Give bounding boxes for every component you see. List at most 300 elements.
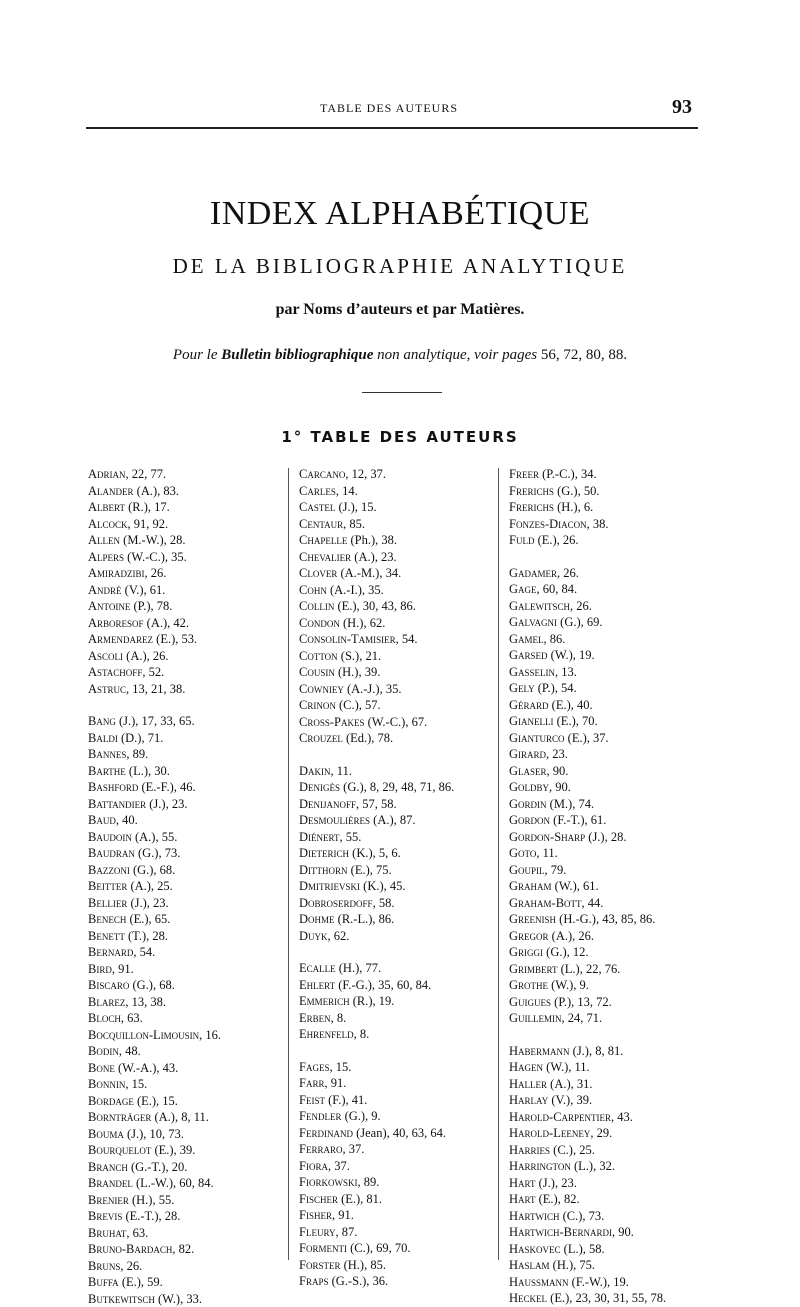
page-references: (A.), 55. <box>132 830 177 844</box>
author-name: Clover <box>299 566 337 580</box>
page-references: (A.), 42. <box>144 616 189 630</box>
index-entry <box>88 928 278 945</box>
author-name: Dmitrievski <box>299 879 360 893</box>
page-references: , 79. <box>545 863 567 877</box>
author-name: Adrian <box>88 467 126 481</box>
page-references: (G.), 9. <box>341 1109 380 1123</box>
author-name: Duyk <box>299 929 328 943</box>
index-entry <box>509 483 709 500</box>
index-entry <box>88 516 278 533</box>
note-prefix: Pour le <box>173 347 221 363</box>
author-name: Beitter <box>88 879 127 893</box>
index-entry <box>299 812 495 829</box>
author-name: Bordage <box>88 1094 134 1108</box>
author-name: Haslam <box>509 1258 550 1272</box>
index-entry <box>88 796 278 813</box>
author-name: Ferraro <box>299 1142 342 1156</box>
page-references: (P.), 54. <box>535 681 577 695</box>
index-entry <box>299 582 495 599</box>
page-references: (P.), 78. <box>130 599 172 613</box>
page-references: , 58. <box>373 896 395 910</box>
page-references: (H.), 55. <box>129 1193 174 1207</box>
page-references: (W.), 19. <box>548 648 595 662</box>
page-references: (L.), 22, 76. <box>558 962 621 976</box>
author-name: Harold-Leeney <box>509 1126 590 1140</box>
page-references: (Ed.), 78. <box>343 731 393 745</box>
page-references: (W.-C.), 35. <box>124 550 187 564</box>
author-name: Grothe <box>509 978 548 992</box>
page-references: (F.-W.), 19. <box>569 1275 629 1289</box>
author-name: Heckel <box>509 1291 547 1305</box>
column-divider <box>498 468 499 1260</box>
author-name: Chevalier <box>299 550 351 564</box>
author-name: Hart <box>509 1192 536 1206</box>
index-entry <box>88 994 278 1011</box>
author-name: Girard <box>509 747 546 761</box>
index-entry <box>509 647 709 664</box>
author-name: Dakin <box>299 764 331 778</box>
index-entry <box>509 1109 709 1126</box>
author-name: Bellier <box>88 896 127 910</box>
index-entry <box>88 1258 278 1275</box>
header-rule <box>86 127 698 129</box>
index-entry <box>299 516 495 533</box>
author-name: Brevis <box>88 1209 122 1223</box>
page-references: (G.), 50. <box>554 484 599 498</box>
index-column-1 <box>88 466 278 1307</box>
page-references: (J.), 23. <box>536 1176 577 1190</box>
page-references: (E.-F.), 46. <box>138 780 195 794</box>
author-name: Chapelle <box>299 533 347 547</box>
index-entry <box>299 565 495 582</box>
page-references: , 12, 37. <box>345 467 386 481</box>
page-references: (A.), 26. <box>549 929 594 943</box>
page-references: , 26. <box>145 566 167 580</box>
author-name: Hartwich-Bernardi <box>509 1225 612 1239</box>
author-name: Biscaro <box>88 978 129 992</box>
index-entry <box>88 977 278 994</box>
index-entry <box>299 928 495 945</box>
index-entry <box>509 1059 709 1076</box>
index-column-2 <box>299 466 495 1290</box>
author-name: Crinon <box>299 698 336 712</box>
author-name: Dieterich <box>299 846 349 860</box>
index-entry <box>509 862 709 879</box>
index-entry <box>299 1026 495 1043</box>
author-name: Bannes <box>88 747 126 761</box>
index-entry <box>509 1175 709 1192</box>
author-name: Fiora <box>299 1159 328 1173</box>
author-name: Bornträger <box>88 1110 151 1124</box>
page-references: (A.), 87. <box>370 813 415 827</box>
page-references: (M.), 74. <box>547 797 595 811</box>
page-references: , 37. <box>342 1142 364 1156</box>
letter-group-gap <box>299 1043 495 1059</box>
index-entry <box>88 1076 278 1093</box>
page-references: (S.), 21. <box>338 649 381 663</box>
author-name: Bone <box>88 1061 115 1075</box>
page-references: (E.), 15. <box>134 1094 178 1108</box>
author-name: Farr <box>299 1076 324 1090</box>
page-references: , 43. <box>611 1110 633 1124</box>
author-name: Frerichs <box>509 484 554 498</box>
index-entry <box>88 499 278 516</box>
index-entry <box>88 763 278 780</box>
author-name: Ditthorn <box>299 863 348 877</box>
index-entry <box>509 532 709 549</box>
page-references: (A.), 31. <box>547 1077 592 1091</box>
bulletin-note <box>0 347 800 364</box>
author-name: Fages <box>299 1060 329 1074</box>
page-references: , 63. <box>121 1011 143 1025</box>
author-name: Fendler <box>299 1109 341 1123</box>
page-references: , 40. <box>116 813 138 827</box>
index-entry <box>509 779 709 796</box>
author-name: Gianturco <box>509 731 565 745</box>
index-entry <box>509 944 709 961</box>
author-name: Astachoff <box>88 665 142 679</box>
index-entry <box>88 1274 278 1291</box>
page-references: (L.), 58. <box>561 1242 605 1256</box>
index-entry <box>88 532 278 549</box>
author-name: Fuld <box>509 533 534 547</box>
index-entry <box>299 779 495 796</box>
index-entry <box>509 713 709 730</box>
page-references: , 48. <box>119 1044 141 1058</box>
note-pages: 56, 72, 80, 88. <box>541 347 627 363</box>
page-references: (K.), 5, 6. <box>349 846 401 860</box>
page-references: , 13. <box>555 665 577 679</box>
author-name: Fisher <box>299 1208 332 1222</box>
author-name: Barthe <box>88 764 126 778</box>
page-references: (J.), 28. <box>585 830 626 844</box>
page-references: , 15. <box>125 1077 147 1091</box>
index-entry <box>509 977 709 994</box>
author-name: Bonnin <box>88 1077 125 1091</box>
page-references: (V.), 39. <box>548 1093 592 1107</box>
index-entry <box>88 1142 278 1159</box>
page-references: (L.), 32. <box>571 1159 615 1173</box>
page-references: (A.), 83. <box>134 484 179 498</box>
index-entry <box>299 895 495 912</box>
page-references: (W.-A.), 43. <box>115 1061 178 1075</box>
author-name: Antoine <box>88 599 130 613</box>
author-name: Fonzes-Diacon <box>509 517 587 531</box>
page-references: , 82. <box>172 1242 194 1256</box>
page-references: (A.-I.), 35. <box>327 583 384 597</box>
index-entry <box>509 1158 709 1175</box>
author-name: Glaser <box>509 764 547 778</box>
author-name: Emmerich <box>299 994 350 1008</box>
page-references: , 90. <box>549 780 571 794</box>
index-entry <box>509 763 709 780</box>
author-name: Bird <box>88 962 112 976</box>
author-name: Haussmann <box>509 1275 569 1289</box>
page-references: (J.), 8, 81. <box>570 1044 624 1058</box>
author-name: Cotton <box>299 649 338 663</box>
author-name: Carcano <box>299 467 345 481</box>
letter-group-gap <box>88 697 278 713</box>
author-name: Harlay <box>509 1093 548 1107</box>
index-entry <box>509 1274 709 1291</box>
page-references: , 91, 92. <box>128 517 169 531</box>
index-entry <box>509 1142 709 1159</box>
letter-group-gap <box>299 747 495 763</box>
page-references: , 87. <box>335 1225 357 1239</box>
index-entry <box>299 499 495 516</box>
index-entry <box>88 895 278 912</box>
author-name: Consolin-Tamisier <box>299 632 396 646</box>
index-entry <box>509 730 709 747</box>
author-name: Harold-Carpentier <box>509 1110 611 1124</box>
index-entry <box>509 1092 709 1109</box>
author-name: Albert <box>88 500 125 514</box>
author-name: Branch <box>88 1160 128 1174</box>
author-name: Ehlert <box>299 978 335 992</box>
page-references: , 15. <box>329 1060 351 1074</box>
index-entry <box>509 680 709 697</box>
author-name: Haskovec <box>509 1242 561 1256</box>
index-entry <box>299 483 495 500</box>
page-references: (E.), 53. <box>153 632 197 646</box>
author-name: Graham <box>509 879 552 893</box>
index-column-3 <box>509 466 709 1307</box>
author-name: Denigès <box>299 780 340 794</box>
author-name: Hart <box>509 1176 536 1190</box>
page-references: , 44. <box>582 896 604 910</box>
page-references: (F.-G.), 35, 60, 84. <box>335 978 431 992</box>
page-references: , 52. <box>142 665 164 679</box>
author-name: Formenti <box>299 1241 347 1255</box>
page-references: (C.), 69, 70. <box>347 1241 411 1255</box>
index-entry <box>509 1241 709 1258</box>
page-references: (R.), 17. <box>125 500 170 514</box>
author-name: Guigues <box>509 995 551 1009</box>
section-heading: 1° TABLE DES AUTEURS <box>0 428 800 446</box>
page-references: (A.), 8, 11. <box>151 1110 209 1124</box>
index-entry <box>509 499 709 516</box>
index-entry <box>509 516 709 533</box>
page-references: (C.), 73. <box>559 1209 604 1223</box>
author-name: Forster <box>299 1258 340 1272</box>
author-name: André <box>88 583 122 597</box>
page-references: (G.), 8, 29, 48, 71, 86. <box>340 780 454 794</box>
author-name: Harries <box>509 1143 550 1157</box>
page-references: , 90. <box>612 1225 634 1239</box>
author-name: Cross-Pakes <box>299 715 364 729</box>
page-references: , 91. <box>324 1076 346 1090</box>
author-name: Fraps <box>299 1274 328 1288</box>
author-name: Habermann <box>509 1044 570 1058</box>
page-references: (H.), 85. <box>340 1258 385 1272</box>
author-name: Battandier <box>88 797 146 811</box>
index-entry <box>509 812 709 829</box>
author-name: Bloch <box>88 1011 121 1025</box>
index-entry <box>88 582 278 599</box>
index-entry <box>299 878 495 895</box>
author-name: Gianelli <box>509 714 554 728</box>
index-entry <box>299 1191 495 1208</box>
index-entry <box>509 796 709 813</box>
page-references: (E.), 37. <box>565 731 609 745</box>
index-entry <box>299 763 495 780</box>
page-references: (E.), 59. <box>119 1275 163 1289</box>
author-name: Carles <box>299 484 336 498</box>
author-name: Garsed <box>509 648 548 662</box>
index-entry <box>299 1075 495 1092</box>
author-name: Crouzel <box>299 731 343 745</box>
index-entry <box>299 697 495 714</box>
page-references: (E.-T.), 28. <box>122 1209 180 1223</box>
author-name: Erben <box>299 1011 331 1025</box>
author-name: Collin <box>299 599 334 613</box>
author-name: Feist <box>299 1093 325 1107</box>
index-entry <box>88 631 278 648</box>
page-references: (E.), 75. <box>348 863 392 877</box>
index-entry <box>88 911 278 928</box>
index-entry <box>509 895 709 912</box>
index-entry <box>299 911 495 928</box>
note-bulletin: Bulletin bibliographique <box>221 347 373 363</box>
page-references: (E.), 40. <box>549 698 593 712</box>
page-references: , 16. <box>199 1028 221 1042</box>
running-header <box>86 98 692 120</box>
author-name: Gérard <box>509 698 549 712</box>
index-entry <box>299 1125 495 1142</box>
author-name: Baldi <box>88 731 118 745</box>
page-references: , 38. <box>587 517 609 531</box>
author-name: Graham-Bott <box>509 896 582 910</box>
index-entry <box>88 1109 278 1126</box>
index-entry <box>509 878 709 895</box>
page-references: (G.), 69. <box>557 615 602 629</box>
page-references: , 90. <box>547 764 569 778</box>
page-references: (A.-M.), 34. <box>337 566 401 580</box>
page-references: , 14. <box>336 484 358 498</box>
index-entry <box>509 1191 709 1208</box>
author-name: Cousin <box>299 665 335 679</box>
short-divider <box>362 392 442 393</box>
page-references: (G.), 68. <box>129 978 174 992</box>
page-references: , 57, 58. <box>356 797 397 811</box>
column-divider <box>288 468 289 1260</box>
page-references: (P.), 13, 72. <box>551 995 612 1009</box>
page-references: , 62. <box>328 929 350 943</box>
author-name: Dobroserdoff <box>299 896 373 910</box>
author-name: Goto <box>509 846 536 860</box>
page-references: , 13, 38. <box>125 995 166 1009</box>
page-references: (A.-J.), 35. <box>344 682 402 696</box>
index-entry <box>509 598 709 615</box>
page-number: 93 <box>672 96 692 119</box>
author-name: Dohme <box>299 912 335 926</box>
page-references: (G.-S.), 36. <box>328 1274 388 1288</box>
author-name: Gely <box>509 681 535 695</box>
index-entry <box>509 565 709 582</box>
index-entry <box>88 664 278 681</box>
author-name: Brenier <box>88 1193 129 1207</box>
author-name: Hagen <box>509 1060 543 1074</box>
running-title: TABLE DES AUTEURS <box>86 101 692 116</box>
index-entry <box>509 911 709 928</box>
index-entry <box>88 565 278 582</box>
index-entry <box>299 714 495 731</box>
page-references: (A.), 25. <box>127 879 172 893</box>
author-name: Baud <box>88 813 116 827</box>
index-entry <box>299 1240 495 1257</box>
page-references: , 24, 71. <box>562 1011 603 1025</box>
index-entry <box>88 1060 278 1077</box>
page-references: , 54. <box>396 632 418 646</box>
author-name: Grimbert <box>509 962 558 976</box>
index-entry <box>88 681 278 698</box>
author-name: Fiorkowski <box>299 1175 357 1189</box>
index-entry <box>509 994 709 1011</box>
page-references: , 26. <box>557 566 579 580</box>
index-entry <box>299 845 495 862</box>
page-references: (E.), 81. <box>338 1192 382 1206</box>
page-references: (W.-C.), 67. <box>364 715 427 729</box>
index-entry <box>509 928 709 945</box>
index-entry <box>509 1076 709 1093</box>
author-name: Diénert <box>299 830 339 844</box>
byline: par Noms d’auteurs et par Matières. <box>0 301 800 319</box>
index-entry <box>88 746 278 763</box>
index-entry <box>299 977 495 994</box>
index-entry <box>88 779 278 796</box>
page-references: (J.), 17, 33, 65. <box>116 714 195 728</box>
page-references: , 91. <box>112 962 134 976</box>
author-name: Ascoli <box>88 649 123 663</box>
index-entry <box>509 829 709 846</box>
page-references: , 26. <box>570 599 592 613</box>
page-references: (J.), 23. <box>127 896 168 910</box>
page-references: (H.), 77. <box>336 961 381 975</box>
note-middle: non analytique, voir pages <box>373 347 540 363</box>
page-references: (K.), 45. <box>360 879 405 893</box>
index-entry <box>88 1043 278 1060</box>
index-entry <box>88 812 278 829</box>
page-references: (E.), 39. <box>151 1143 195 1157</box>
index-entry <box>88 1241 278 1258</box>
author-name: Baudoin <box>88 830 132 844</box>
page-references: , 26. <box>120 1259 142 1273</box>
page-references: (W.), 61. <box>552 879 599 893</box>
author-name: Butkewitsch <box>88 1292 155 1306</box>
page-references: , 23. <box>546 747 568 761</box>
index-entry <box>88 549 278 566</box>
index-entry <box>88 466 278 483</box>
author-name: Amiradzibi <box>88 566 145 580</box>
author-name: Bernard <box>88 945 133 959</box>
letter-group-gap <box>509 549 709 565</box>
page-references: , 91. <box>332 1208 354 1222</box>
page-references: (R.), 19. <box>350 994 395 1008</box>
page-references: , 55. <box>339 830 361 844</box>
index-entry <box>509 614 709 631</box>
author-name: Bruno-Bardach <box>88 1242 172 1256</box>
author-name: Bodin <box>88 1044 119 1058</box>
page-references: , 29. <box>590 1126 612 1140</box>
page-references: (Jean), 40, 63, 64. <box>353 1126 446 1140</box>
author-name: Bocquillon-Limousin <box>88 1028 199 1042</box>
index-entry <box>88 1010 278 1027</box>
author-name: Hartwich <box>509 1209 559 1223</box>
page-references: (H.), 6. <box>554 500 593 514</box>
author-name: Bruhat <box>88 1226 126 1240</box>
author-name: Bruns <box>88 1259 120 1273</box>
index-entry <box>299 1273 495 1290</box>
